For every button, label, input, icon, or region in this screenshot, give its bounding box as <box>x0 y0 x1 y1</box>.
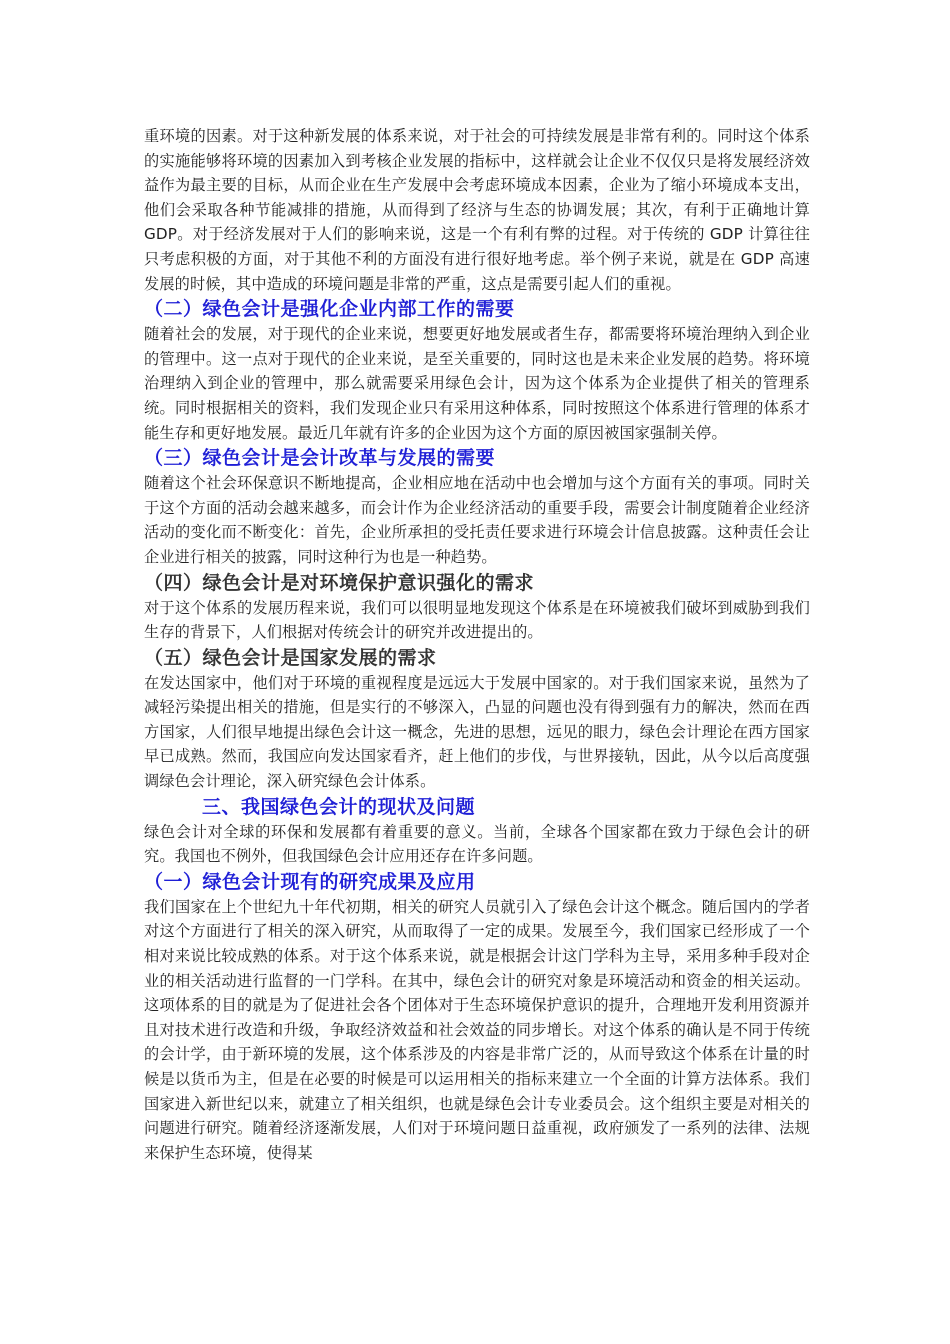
paragraph-section-2: 随着社会的发展，对于现代的企业来说，想要更好地发展或者生存，都需要将环境治理纳入到企业的管理中。这一点对于现代的企业来说，是至关重要的，同时这也是未来企业发展的趋势。将环境治理纳入到企业的管理中，那么就需要采用绿色会计，因为这个体系为企业提供了相关的管理系统。同时根据相关的资料，我们发现企业只有采用这种体系，同时按照这个体系进行管理的体系才能生存和更好地发展。最近几年就有许多的企业因为这个方面的原因被国家强制关停。 <box>144 325 810 442</box>
paragraph-section-4: 对于这个体系的发展历程来说，我们可以很明显地发现这个体系是在环境被我们破坏到威胁到我们生存的背景下，人们根据对传统会计的研究并改进提出的。 <box>144 598 810 642</box>
paragraph-intro: 重环境的因素。对于这种新发展的体系来说，对于社会的可持续发展是非常有利的。同时这个体系的实施能够将环境的因素加入到考核企业发展的指标中，这样就会让企业不仅仅只是将发展经济效益作为最主要的目标，从而企业在生产发展中会考虑环境成本因素，企业为了缩小环境成本支出，他们会采取各种节能减排的措施，从而得到了经济与生态的协调发展；其次，有利于正确地计算 GDP。对于经济发展对于人们的影响来说，这是一个有利有弊的过程。对于传统的 GDP 计算往往只考虑积极的方面，对于其他不利的方面没有进行很好地考虑。举个例子来说，就是在 GDP 高速发展的时候，其中造成的环境问题是非常的严重，这点是需要引起人们的重视。 <box>144 127 810 293</box>
heading-section-2: （二）绿色会计是强化企业内部工作的需要 <box>144 298 515 321</box>
paragraph-subsection-1: 我们国家在上个世纪九十年代初期，相关的研究人员就引入了绿色会计这个概念。随后国内的学者对这个方面进行了相关的深入研究，从而取得了一定的成果。发展至今，我们国家已经形成了一个相对来说比较成熟的体系。对于这个体系来说，就是根据会计这门学科为主导，采用多种手段对企业的相关活动进行监督的一门学科。在其中，绿色会计的研究对象是环境活动和资金的相关运动。这项体系的目的就是为了促进社会各个团体对于生态环境保护意识的提升，合理地开发利用资源并且对技术进行改造和升级，争取经济效益和社会效益的同步增长。对这个体系的确认是不同于传统的会计学，由于新环境的发展，这个体系涉及的内容是非常广泛的，从而导致这个体系在计量的时候是以货币为主，但是在必要的时候是可以运用相关的指标来建立一个全面的计算方法体系。我们国家进入新世纪以来，就建立了相关组织，也就是绿色会计专业委员会。这个组织主要是对相关的问题进行研究。随着经济逐渐发展，人们对于环境问题日益重视，政府颁发了一系列的法律、法规来保护生态环境，使得某 <box>144 897 810 1162</box>
heading-section-5: （五）绿色会计是国家发展的需求 <box>144 646 437 669</box>
paragraph-section-5: 在发达国家中，他们对于环境的重视程度是远远大于发展中国家的。对于我们国家来说，虽然为了减轻污染提出相关的措施，但是实行的不够深入，凸显的问题也没有得到强有力的解决，然而在西方国家，人们很早地提出绿色会计这一概念，先进的思想，远见的眼力，绿色会计理论在西方国家早已成熟。然而，我国应向发达国家看齐，赶上他们的步伐，与世界接轨，因此，从今以后高度强调绿色会计理论，深入研究绿色会计体系。 <box>144 673 810 791</box>
heading-section-4: （四）绿色会计是对环境保护意识强化的需求 <box>144 571 535 594</box>
heading-subsection-1: （一）绿色会计现有的研究成果及应用 <box>144 870 476 893</box>
paragraph-section-3: 随着这个社会环保意识不断地提高，企业相应地在活动中也会增加与这个方面有关的事项。同时关于这个方面的活动会越来越多，而会计作为企业经济活动的重要手段，需要会计制度随着企业经济活动的变化而不断变化：首先，企业所承担的受托责任要求进行环境会计信息披露。这种责任会让企业进行相关的披露，同时这种行为也是一种趋势。 <box>144 474 810 566</box>
chapter-heading-3: 三、我国绿色会计的现状及问题 <box>202 795 476 818</box>
document-body <box>144 124 810 1165</box>
paragraph-chapter-3-intro: 绿色会计对全球的环保和发展都有着重要的意义。当前，全球各个国家都在致力于绿色会计的研究。我国也不例外，但我国绿色会计应用还存在许多问题。 <box>144 822 810 866</box>
heading-section-3: （三）绿色会计是会计改革与发展的需要 <box>144 447 496 470</box>
